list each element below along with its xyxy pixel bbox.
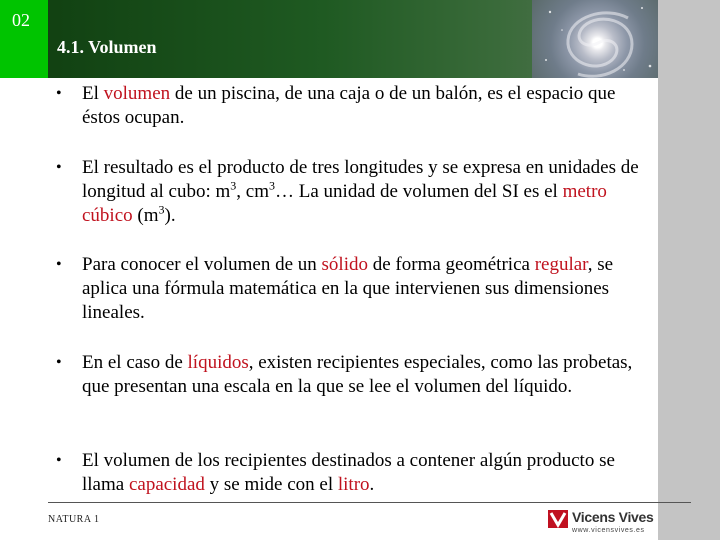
bullet-icon: •: [56, 452, 62, 469]
text-run: Para conocer el volumen de un: [82, 254, 322, 275]
slide-number-box: [0, 0, 48, 78]
bullet-icon: •: [56, 159, 62, 176]
text-run: .: [369, 474, 375, 495]
slide-number: 02: [12, 10, 30, 30]
bullet-icon: •: [56, 85, 62, 102]
right-side-bar: [658, 0, 720, 540]
highlighted-term: volumen: [103, 83, 171, 104]
bullet-text: [82, 253, 656, 325]
bullet-text: [82, 156, 656, 228]
highlighted-term: regular: [534, 254, 588, 275]
text-run: ).: [164, 205, 176, 226]
text-run: de forma geométrica: [367, 254, 535, 275]
highlighted-term: líquidos: [187, 352, 249, 373]
bullet-icon: •: [56, 256, 62, 273]
publisher-logo: [548, 508, 652, 538]
superscript: 3: [230, 178, 237, 193]
bullet-item: [56, 156, 656, 228]
bullet-item: [56, 253, 656, 325]
text-run: de un piscina, de una caja o de un balón, es el espacio que éstos ocupan.: [82, 83, 616, 128]
text-run: , cm: [236, 181, 270, 202]
text-run: En el caso de: [82, 352, 188, 373]
text-run: , existen recipientes especiales, como las probetas, que presentan una escala en la que se lee el volumen del líquido.: [82, 352, 633, 397]
footer-label: NATURA 1: [48, 514, 100, 525]
galaxy-image: [532, 0, 658, 78]
bullet-text: [82, 82, 656, 130]
bullet-icon: •: [56, 354, 62, 371]
highlighted-term: metro cúbico: [82, 181, 607, 226]
superscript: 3: [269, 178, 276, 193]
text-run: El resultado es el producto de tres longitudes y se expresa en unidades de longitud al cubo: m: [82, 157, 639, 202]
highlighted-term: sólido: [321, 254, 368, 275]
text-run: El volumen de los recipientes destinados a contener algún producto se llama: [82, 450, 615, 495]
bullet-text: [82, 449, 656, 497]
bullet-item: [56, 449, 656, 497]
slide-title: 4.1. Volumen: [57, 37, 157, 57]
footer-divider: [48, 502, 691, 503]
superscript: 3: [158, 202, 165, 217]
logo-url: www.vicensvives.es: [572, 527, 645, 534]
bullet-text: [82, 351, 656, 399]
bullet-item: [56, 82, 656, 130]
text-run: El: [82, 83, 104, 104]
logo-name: Vicens Vives: [572, 509, 654, 525]
bullet-item: [56, 351, 656, 399]
highlighted-term: litro: [337, 474, 370, 495]
text-run: … La unidad de volumen del SI es el: [275, 181, 563, 202]
text-run: y se mide con el: [204, 474, 338, 495]
text-run: (m: [132, 205, 159, 226]
text-run: , se aplica una fórmula matemática en la que intervienen sus dimensiones lineales.: [82, 254, 614, 323]
vicens-vives-logo-icon: [548, 510, 568, 528]
highlighted-term: capacidad: [128, 474, 205, 495]
